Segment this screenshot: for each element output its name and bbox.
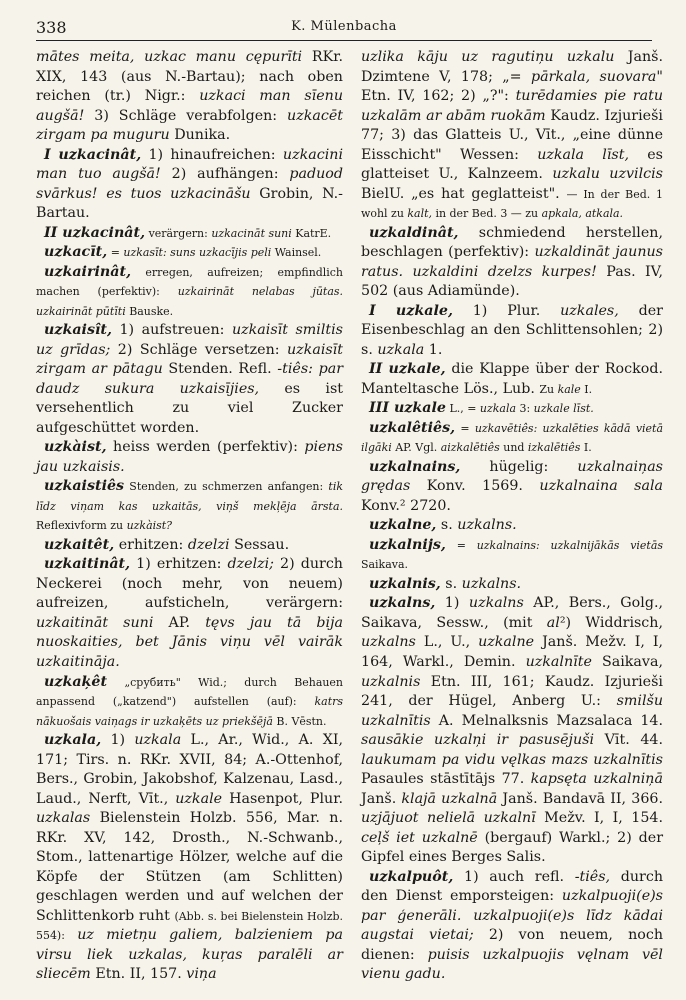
small-text: „срубить" Wid.; durch Behauen anpassend („katzend") aufstellen (auf): bbox=[36, 675, 343, 709]
headword: uzkalnains, bbox=[369, 458, 461, 475]
dictionary-entry bbox=[36, 146, 343, 224]
italic-text: uzkalnaina sala bbox=[539, 478, 664, 495]
italic-text: uzkala bbox=[377, 341, 425, 358]
body-text: Sessau. bbox=[229, 536, 290, 553]
dictionary-entry bbox=[36, 673, 343, 732]
small-text: L., = bbox=[446, 402, 480, 416]
small-italic-text: uzkala bbox=[479, 402, 516, 416]
small-italic-text: uzkale līst. bbox=[533, 402, 594, 416]
italic-text: -tiês, bbox=[574, 868, 611, 885]
italic-text: uzkalpuoji(e)s par ģenerāli. uzkalpuoji(e)s līdz kādai augstai vietai; bbox=[361, 888, 663, 944]
italic-text: laukumam pa vidu vęlkas mazs uzkalnītis bbox=[361, 751, 663, 768]
italic-text: puisis uzkalpuojis vęlnam vēl vienu gadu. bbox=[361, 946, 663, 983]
italic-text: uzkales, bbox=[560, 302, 619, 319]
body-text: Dunika. bbox=[169, 127, 231, 144]
body-text: durch den Dienst emporsteigen: bbox=[361, 868, 663, 905]
italic-text: smilšu uzkalnītis bbox=[361, 693, 663, 729]
entry-continuation bbox=[36, 48, 343, 146]
body-text: A. Melnalksnis Mazsalaca 14. bbox=[430, 712, 663, 729]
headword: uzkacīt, bbox=[44, 244, 108, 261]
italic-text: -tiês: par daudz sukura uzkaisījies, bbox=[36, 361, 344, 397]
dictionary-entry bbox=[36, 536, 343, 556]
dictionary-entry bbox=[361, 419, 663, 458]
body-text: Bielenstein Holzb. 556, Mar. n. RKr. XV, 142, Drosth., N.-Schwanb., Stom., lattenartige Hölzer, welche auf die Köpfe der Stützen (am Schlitten) geschlagen werden und auf welchen der Schlittenkorb ruht bbox=[36, 810, 343, 924]
entry-continuation bbox=[361, 48, 663, 224]
headword: uzkalnis, bbox=[369, 575, 441, 592]
body-text: Janš. bbox=[361, 790, 402, 807]
body-text: schmiedend herstellen, beschlagen (perfektiv): bbox=[361, 224, 663, 261]
dictionary-entry bbox=[361, 594, 663, 867]
italic-text: piens jau uzkaisis. bbox=[36, 439, 343, 475]
headword: uzkala, bbox=[44, 732, 102, 749]
italic-text: uzkalns bbox=[361, 634, 416, 651]
dictionary-entry bbox=[361, 360, 663, 399]
body-text: der Eisenbeschlag an den Schlittensohlen; 2) s. bbox=[361, 302, 663, 358]
body-text: s. bbox=[436, 517, 458, 534]
small-text: I. bbox=[580, 441, 592, 455]
small-text: Saikava. bbox=[361, 558, 408, 572]
body-text: L., U., bbox=[415, 634, 479, 651]
small-text: Zu bbox=[539, 382, 558, 396]
dictionary-entry bbox=[36, 731, 343, 985]
small-text: Bauske. bbox=[125, 304, 174, 318]
body-text: 1. bbox=[424, 341, 443, 358]
headword: uzkaldinât, bbox=[369, 224, 459, 241]
italic-text: pārkala, suovara bbox=[530, 68, 657, 85]
italic-text: uzkala līst, bbox=[537, 146, 629, 163]
italic-text: uzkaldināt jaunus ratus. uzkaldini dzelzs kurpes! bbox=[361, 244, 663, 280]
body-text: Konv. 1569. bbox=[410, 478, 540, 495]
dictionary-entry bbox=[36, 477, 343, 536]
body-text: Vīt. 44. bbox=[594, 732, 664, 749]
body-text: Saikava, bbox=[591, 653, 664, 670]
small-italic-text: apkala, atkala. bbox=[541, 207, 624, 221]
body-text: Pasaules stāstītājs 77. bbox=[361, 771, 531, 788]
right-column bbox=[361, 48, 663, 985]
dictionary-entry bbox=[36, 438, 343, 477]
body-text: 1) hinaufreichen: bbox=[141, 146, 283, 163]
italic-text: uzkaisīt smiltis uz grīdas; bbox=[36, 322, 343, 358]
body-text: 3) Schläge verabfolgen: bbox=[84, 107, 288, 124]
italic-text: sausākie uzkalņi ir pasusējuši bbox=[361, 732, 595, 749]
italic-text: uzkalnis bbox=[361, 673, 421, 690]
italic-text: uzkaci man sīenu augšā! bbox=[36, 88, 343, 124]
headword: I uzkale, bbox=[369, 302, 453, 319]
small-italic-text: katrs nākuošais vaiņags ir uzkaķēts uz priekšējā bbox=[36, 695, 343, 728]
small-italic-text: uzkalnains: uzkalnijākās vietās bbox=[476, 538, 663, 552]
headword: uzkairinât, bbox=[44, 263, 132, 280]
small-text: verärgern: bbox=[145, 226, 212, 240]
small-italic-text: kale bbox=[557, 382, 581, 396]
body-text: Mežv. I, I, 154. bbox=[535, 810, 663, 827]
headword: II uzkale, bbox=[369, 361, 446, 378]
small-italic-text: izkalētiês bbox=[527, 441, 581, 455]
dictionary-entry bbox=[361, 575, 663, 595]
body-text: hügelig: bbox=[460, 458, 578, 475]
headword: uzkalnijs, bbox=[369, 536, 446, 553]
body-text: erhitzen: bbox=[114, 536, 188, 553]
body-text: 2) durch Neckerei (noch mehr, von neuem) aufreizen, aufsticheln, verärgern: bbox=[36, 556, 343, 612]
body-text: Janš. Mežv. I, I, 164, Warkl., Demin. bbox=[361, 634, 663, 670]
small-italic-text: uzkairināt nelabas jūtas. uzkairināt pūtīti bbox=[36, 285, 343, 318]
dictionary-entry bbox=[361, 399, 663, 419]
dictionary-entry bbox=[361, 868, 663, 985]
italic-text: uzkalas bbox=[36, 810, 91, 827]
italic-text: turēdamies pie ratu uzkalām ar abām ruokām bbox=[361, 88, 663, 124]
small-text: Reflexivform zu bbox=[36, 519, 127, 533]
body-text: Hasenpot, Plur. bbox=[222, 790, 343, 807]
headword: uzkaitinât, bbox=[44, 556, 131, 573]
running-title: K. Mülenbacha bbox=[291, 19, 397, 34]
body-text: es glatteiset U., Kalnzeem. bbox=[361, 146, 663, 183]
italic-text: uzkalns. bbox=[457, 517, 517, 534]
body-text: heiss werden (perfektiv): bbox=[106, 439, 305, 456]
dictionary-entry bbox=[36, 224, 343, 244]
small-text: in der Bed. 3 — zu bbox=[431, 207, 542, 221]
dictionary-entry bbox=[36, 243, 343, 263]
body-text: AP. bbox=[153, 614, 206, 631]
body-text: Etn. III, 161; Kaudz. Izjurieši 241, der Hügel, Anberg U.: bbox=[361, 673, 663, 710]
italic-text: uzkalns. bbox=[461, 575, 522, 592]
headword: uzkaisît, bbox=[44, 322, 112, 339]
small-italic-text: uzkasīt: suns uzkacījis peli bbox=[123, 246, 272, 260]
body-text: ²) Widdrisch, bbox=[559, 614, 663, 631]
body-text: 2) Schläge versetzen: bbox=[110, 341, 287, 358]
body-text: BielU. „es hat geglatteist". bbox=[361, 185, 567, 202]
body-text: Etn. II, 157. bbox=[90, 966, 187, 983]
italic-text: kapsęta uzkalniņā bbox=[530, 771, 663, 788]
italic-text: paduod svārkus! es tuos uzkacināšu bbox=[36, 166, 343, 202]
small-text: (Abb. s. bei Bielenstein Holzb. 554): bbox=[36, 909, 343, 943]
left-column bbox=[36, 48, 343, 985]
body-text: 1) erhitzen: bbox=[130, 556, 228, 573]
dictionary-entry bbox=[361, 458, 663, 517]
body-text: AP., Bers., Golg., Saikava, Sessw., (mit bbox=[361, 595, 663, 631]
italic-text: dzelzi; bbox=[227, 556, 274, 573]
small-text: = bbox=[455, 421, 475, 435]
italic-text: uzkalnaiņas grędas bbox=[361, 458, 663, 495]
italic-text: uz mietņu galiem, balzieniem pa virsu liek uzkalas, kuŗas paralēli ar sliecēm bbox=[36, 927, 343, 983]
small-text: I. bbox=[580, 382, 593, 396]
italic-text: uzkalns bbox=[468, 595, 524, 612]
italic-text: uzlika kāju uz ragutiņu uzkalu bbox=[361, 49, 615, 65]
italic-text: uzkala bbox=[134, 732, 182, 749]
headword: I uzkacinât, bbox=[44, 146, 142, 163]
headword: uzkaistiês bbox=[44, 478, 125, 495]
small-italic-text: uzkavētiês: uzkalēties kādā vietā ilgāki bbox=[361, 421, 663, 455]
body-text: " Etn. IV, 162; 2) „?": bbox=[361, 68, 663, 105]
italic-text: tęvs jau tā bija nuoskaities, bet Jānis viņu vēl vairāk uzkaitināja. bbox=[36, 614, 343, 670]
body-text: die Klappe über der Rockod. Manteltasche Lös., Lub. bbox=[361, 361, 663, 397]
small-text: Stenden, zu schmerzen anfangen: bbox=[124, 480, 329, 494]
dictionary-entry bbox=[361, 302, 663, 361]
body-text: es ist versehentlich zu viel Zucker aufgeschüttet worden. bbox=[36, 380, 343, 436]
body-text: RKr. XIX, 143 (aus N.-Bartau); nach oben reichen (tr.) Nigr.: bbox=[36, 49, 343, 105]
headword: uzkalne, bbox=[369, 517, 437, 534]
italic-text: uzkaitināt suni bbox=[36, 614, 154, 631]
italic-text: mātes meita, uzkac manu cępurīti bbox=[36, 49, 303, 65]
dictionary-entry bbox=[36, 263, 343, 322]
small-italic-text: uzkacināt suni bbox=[211, 226, 292, 240]
body-text: Janš. Bandavā II, 366. bbox=[497, 790, 663, 807]
headword: uzkalêtiês, bbox=[369, 419, 456, 436]
body-text: Grobin, N.-Bartau. bbox=[36, 185, 343, 222]
headword: uzkaitêt, bbox=[44, 536, 115, 553]
page-number: 338 bbox=[36, 18, 67, 37]
italic-text: uzkalne bbox=[478, 634, 535, 651]
dictionary-entry bbox=[361, 536, 663, 575]
body-text: (bergauf) Warkl.; 2) der Gipfel eines Berges Salis. bbox=[361, 829, 664, 866]
italic-text: klajā uzkalnā bbox=[401, 790, 498, 807]
italic-text: dzelzi bbox=[187, 536, 230, 553]
italic-text: uzkalu uzvilcis bbox=[552, 166, 663, 183]
body-text: Kaudz. Izjurieši 77; 3) das Glatteis U., Vīt., „eine dünne Eisschicht" Wessen: bbox=[361, 107, 663, 163]
small-italic-text: tik līdz viņam kas uzkaitās, viņš mekļēja ārsta. bbox=[36, 480, 343, 513]
body-text: Janš. Dzimtene V, 178; „= bbox=[361, 49, 663, 85]
small-text: erregen, aufreizen; empfindlich machen (perfektiv): bbox=[36, 265, 343, 299]
italic-text: uzkacini man tuo augšā! bbox=[36, 146, 343, 183]
body-text: 1) aufstreuen: bbox=[111, 322, 232, 339]
small-italic-text: aizkalētiês bbox=[440, 441, 500, 455]
dictionary-entry bbox=[361, 516, 663, 536]
body-text: 1) Plur. bbox=[452, 302, 561, 319]
body-text: 2) aufhängen: bbox=[160, 166, 290, 183]
italic-text: uzkale bbox=[175, 790, 223, 807]
italic-text: viņa bbox=[186, 966, 217, 983]
small-text: 3: bbox=[516, 402, 534, 416]
small-text: B. Vēstn. bbox=[272, 714, 327, 728]
headword: III uzkale bbox=[369, 400, 446, 417]
dictionary-entry bbox=[361, 224, 663, 302]
headword: uzkaķêt bbox=[44, 673, 108, 690]
headword: II uzkacinât, bbox=[44, 224, 146, 241]
small-text: = bbox=[107, 246, 124, 260]
small-text: — In der Bed. 1 wohl zu bbox=[361, 187, 663, 221]
body-text: Pas. IV, 502 (aus Adiamünde). bbox=[361, 263, 664, 300]
italic-text: uzkalnīte bbox=[525, 653, 592, 670]
small-italic-text: uzkàist? bbox=[126, 519, 173, 533]
small-text: AP. Vgl. bbox=[391, 441, 441, 455]
small-text: und bbox=[499, 441, 528, 455]
headword: uzkalns, bbox=[369, 595, 436, 612]
italic-text: uzjājuot nelielā uzkalnī bbox=[361, 810, 536, 827]
headword: uzkàist, bbox=[44, 439, 107, 456]
small-text: = bbox=[445, 538, 477, 552]
body-text: 1) auch refl. bbox=[453, 868, 575, 885]
italic-text: uzkacēt zirgam pa muguru bbox=[36, 107, 343, 144]
body-text: Stenden. Refl. bbox=[162, 361, 278, 378]
body-text: L., Ar., Wid., A. XI, 171; Tirs. n. RKr. XVII, 84; A.-Ottenhof, Bers., Grobin, Jakobshof, Kalzenau, Lasd., Laud., Nerft, Vīt., bbox=[36, 732, 343, 807]
body-text: Konv.² 2720. bbox=[361, 497, 451, 514]
headword: uzkalpuôt, bbox=[369, 868, 454, 885]
small-italic-text: kalt, bbox=[407, 207, 432, 221]
body-text: 1) bbox=[435, 595, 469, 612]
body-text: 2) von neuem, noch dienen: bbox=[361, 927, 663, 963]
small-text: KatrE. bbox=[291, 226, 332, 240]
dictionary-entry bbox=[36, 321, 343, 438]
dictionary-entry bbox=[36, 555, 343, 672]
small-text: Wainsel. bbox=[271, 246, 322, 260]
italic-text: uzkaisīt zirgam ar pātagu bbox=[36, 341, 343, 378]
page-header bbox=[36, 14, 652, 41]
italic-text: al bbox=[546, 614, 560, 631]
italic-text: ceļš iet uzkalnē bbox=[361, 829, 478, 846]
body-text: s. bbox=[440, 575, 462, 592]
body-text: 1) bbox=[101, 732, 135, 749]
